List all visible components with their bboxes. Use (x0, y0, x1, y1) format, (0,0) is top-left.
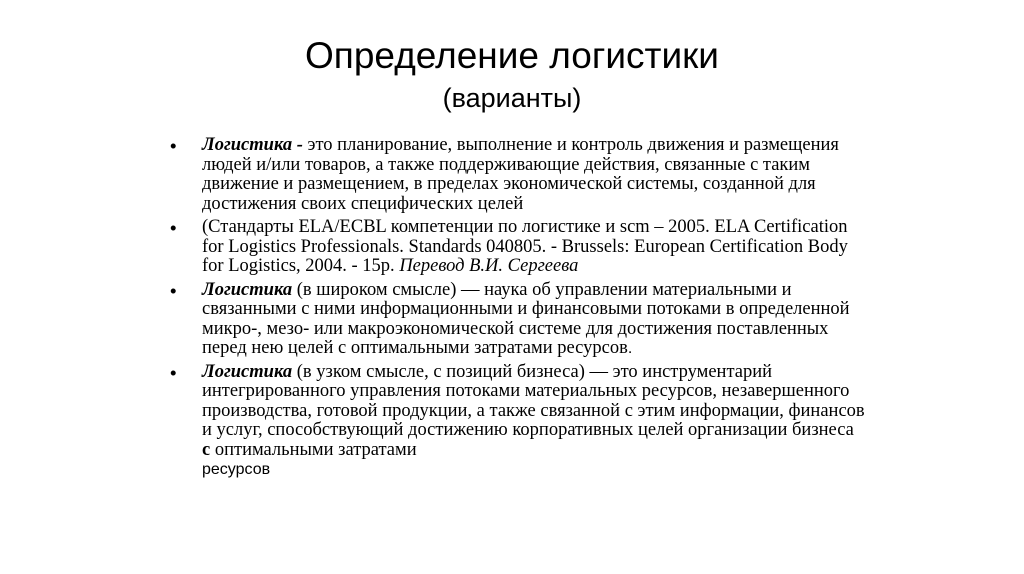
definition-text: (в широком смысле) — наука об управлении материальными и связанными с ними информационными и финансовыми потоками в определенной микро-, мезо- или макроэкономической системе для достижения поставленных перед нею целей с оптимальными затратами ресурсов (202, 279, 850, 358)
bullet-icon: • (170, 135, 177, 156)
bullet-list (166, 136, 866, 484)
slide-subtitle: (варианты) (442, 83, 582, 113)
list-item (166, 281, 866, 359)
definition-text: это планирование, выполнение и контроль движения и размещения людей и/или товаров, а также поддерживающие действия, связанные с таким движение и размещением, в пределах экономической системы, созданной для достижения своих специфических целей (202, 135, 839, 214)
slide-title: Определение логистики (305, 35, 719, 76)
list-item (166, 136, 866, 214)
definition-tail: . (627, 340, 633, 357)
translator-note: Перевод В.И. Сергеева (399, 256, 579, 276)
bullet-icon: • (170, 361, 177, 383)
definition-last-word: ресурсов (202, 461, 271, 478)
term: Логистика - (202, 135, 303, 155)
bullet-icon: • (170, 279, 177, 301)
term: Логистика (202, 361, 293, 382)
bullet-icon: • (170, 217, 177, 238)
list-item (166, 363, 866, 480)
citation-text: (Стандарты ELA/ECBL компетенции по логистике и scm – 2005. ELA Certification for Logistics Professionals. Standards 040805. - Brussels: European Certification Body for Logistics, 2004. - 15р. (202, 217, 848, 276)
list-item (166, 218, 866, 277)
definition-bold-word: с (202, 439, 211, 460)
term: Логистика (202, 279, 293, 300)
definition-text: (в узком смысле, с позиций бизнеса) — это инструментарий интегрированного управления потоками материальных ресурсов, незавершенного производства, готовой продукции, а также связанной с этим информации, финансов и услуг, способствующий достижению корпоративных целей организации бизнеса (202, 361, 865, 440)
definition-text-end: оптимальными затратами (210, 439, 417, 460)
